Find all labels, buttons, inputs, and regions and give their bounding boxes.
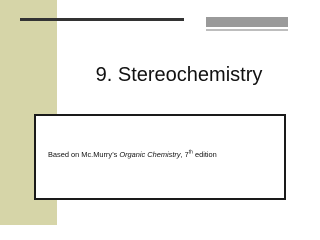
subtitle-prefix: Based on Mc.Murry’s bbox=[48, 150, 120, 159]
content-box bbox=[34, 114, 286, 200]
slide-subtitle bbox=[48, 150, 217, 159]
subtitle-superscript: th bbox=[188, 149, 193, 156]
slide-title: 9. Stereochemistry bbox=[95, 64, 263, 86]
top-rule-gray bbox=[206, 17, 288, 27]
top-rule-dark bbox=[20, 18, 184, 21]
subtitle-book-title: Organic Chemistry bbox=[119, 150, 181, 159]
subtitle-mid: , 7 bbox=[180, 150, 189, 159]
subtitle-suffix: edition bbox=[192, 150, 217, 159]
top-rule-gray-thin bbox=[206, 29, 288, 31]
